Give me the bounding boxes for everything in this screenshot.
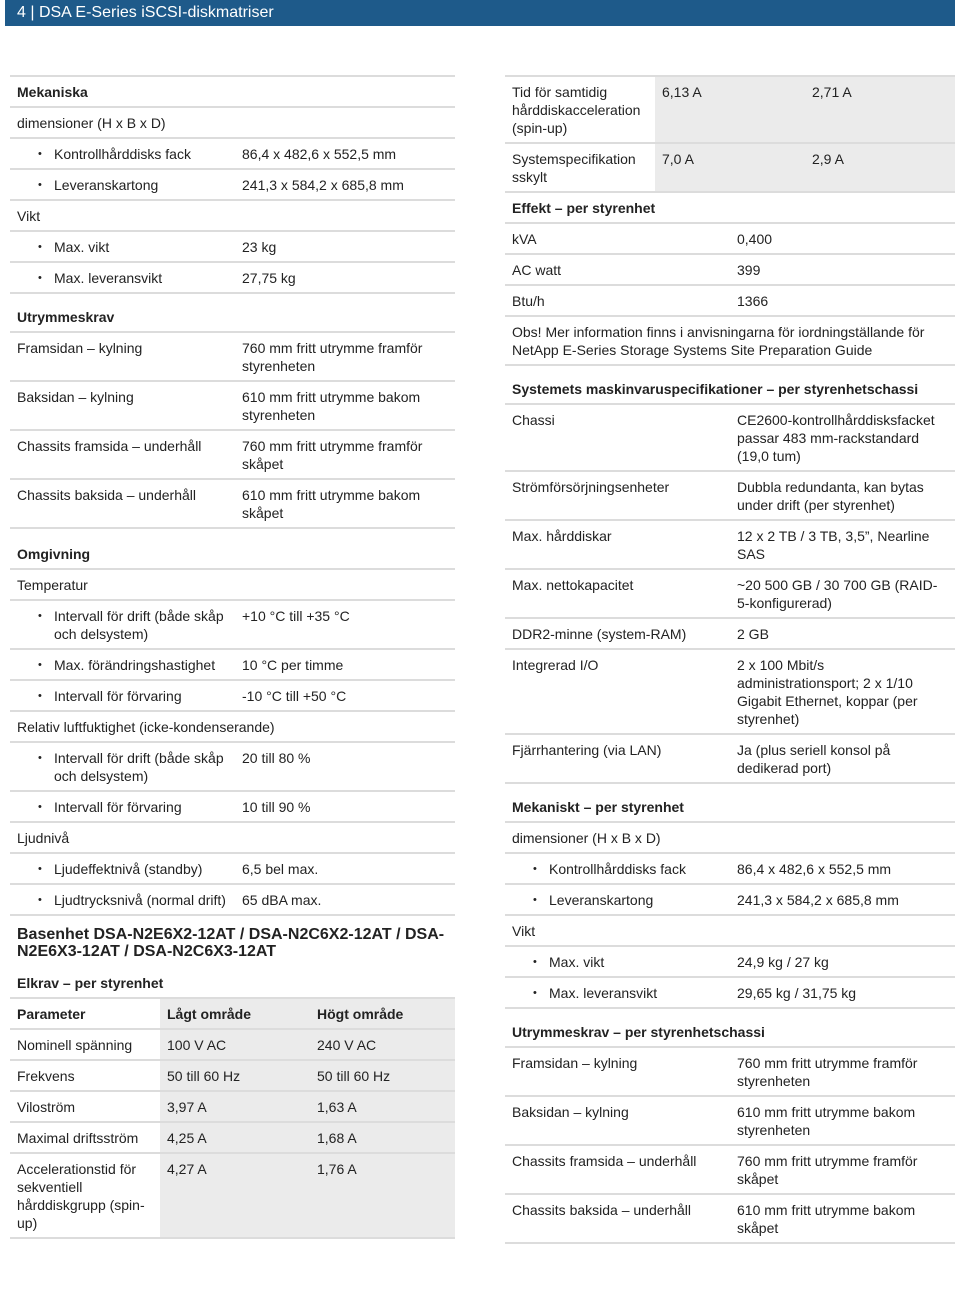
table-row xyxy=(505,255,955,286)
row-label: Chassits framsida – underhåll xyxy=(17,438,202,454)
row-value: CE2600-kontrollhårddisksfacket passar 483 mm-rackstandard (19,0 tum) xyxy=(737,412,935,464)
label-row xyxy=(10,570,455,601)
note-row xyxy=(505,317,955,366)
row-label: Chassits framsida – underhåll xyxy=(512,1153,697,1169)
label-row xyxy=(505,823,955,854)
row-label: Ljudnivå xyxy=(17,830,70,846)
row-value: ~20 500 GB / 30 700 GB (RAID-5-konfigurerad) xyxy=(737,577,938,611)
row-label: Systemspecifikation sskylt xyxy=(512,151,636,185)
row-label: • Max. vikt xyxy=(505,947,730,976)
row-label: • Max. förändringshastighet xyxy=(10,650,235,679)
row-value: 50 till 60 Hz xyxy=(310,1061,455,1090)
row-label: Max. nettokapacitet xyxy=(512,577,634,593)
row-value: 6,5 bel max. xyxy=(242,861,319,877)
table-row xyxy=(505,521,955,570)
table-row xyxy=(505,885,955,916)
row-label: • Intervall för drift (både skåp och delsystem) xyxy=(10,743,235,790)
row-value: 2 x 100 Mbit/s administrationsport; 2 x 1/10 Gigabit Ethernet, koppar (per styrenhet) xyxy=(737,657,918,727)
row-label: kVA xyxy=(512,231,537,247)
table-row xyxy=(10,139,455,170)
table-row xyxy=(505,947,955,978)
row-value: 760 mm fritt utrymme framför skåpet xyxy=(737,1153,918,1187)
table-row xyxy=(505,854,955,885)
row-label: • Ljudeffektnivå (standby) xyxy=(10,854,235,883)
note-text: Obs! Mer information finns i anvisningarna för iordningställande för NetApp E-Series Storage Systems Site Preparation Guide xyxy=(512,324,925,358)
table-row xyxy=(10,232,455,263)
page-number: 4 xyxy=(17,4,26,21)
table-row xyxy=(505,224,955,255)
row-value: 65 dBA max. xyxy=(242,892,322,908)
table-row xyxy=(10,885,455,916)
row-value: 610 mm fritt utrymme bakom styrenheten xyxy=(737,1104,916,1138)
row-value: 610 mm fritt utrymme bakom styrenheten xyxy=(242,389,421,423)
row-value: 12 x 2 TB / 3 TB, 3,5”, Nearline SAS xyxy=(737,528,930,562)
table-row xyxy=(10,480,455,529)
row-label: • Intervall för drift (både skåp och delsystem) xyxy=(10,601,235,648)
table-row xyxy=(505,978,955,1009)
row-label: • Intervall för förvaring xyxy=(10,792,235,821)
table-row xyxy=(10,263,455,294)
table-row xyxy=(505,1195,955,1244)
row-value: 100 V AC xyxy=(160,1030,310,1059)
table-row xyxy=(10,1092,455,1123)
row-label: • Intervall för förvaring xyxy=(10,681,235,710)
row-label: Integrerad I/O xyxy=(512,657,599,673)
table-row xyxy=(10,650,455,681)
row-value: 2,71 A xyxy=(805,77,955,142)
row-value: 2 GB xyxy=(737,626,769,642)
section-title: Mekaniskt – per styrenhet xyxy=(512,799,684,815)
row-value: Ja (plus seriell konsol på dedikerad port) xyxy=(737,742,891,776)
row-value: 1366 xyxy=(737,293,769,309)
table-row xyxy=(505,286,955,317)
table-row xyxy=(505,1048,955,1097)
row-label: Relativ luftfuktighet (icke-kondenserande) xyxy=(17,719,275,735)
row-label: Strömförsörjningsenheter xyxy=(512,479,670,495)
section-title: Utrymmeskrav – per styrenhetschassi xyxy=(512,1024,765,1040)
row-label: Accelerationstid för sekventiell hårddiskgrupp (spin-up) xyxy=(17,1161,145,1231)
section-title: Elkrav – per styrenhet xyxy=(17,975,164,991)
row-value: 86,4 x 482,6 x 552,5 mm xyxy=(242,146,397,162)
table-row xyxy=(10,681,455,712)
row-label: • Kontrollhårddisks fack xyxy=(505,854,730,883)
row-value: 86,4 x 482,6 x 552,5 mm xyxy=(737,861,892,877)
row-value: 1,68 A xyxy=(310,1123,455,1152)
row-label: Fjärrhantering (via LAN) xyxy=(512,742,662,758)
section-row xyxy=(505,366,955,405)
row-label: • Kontrollhårddisks fack xyxy=(10,139,235,168)
row-value: 10 till 90 % xyxy=(242,799,311,815)
table-row xyxy=(10,1061,455,1092)
section-row xyxy=(505,784,955,823)
row-value: 3,97 A xyxy=(160,1092,310,1121)
row-value: 24,9 kg / 27 kg xyxy=(737,954,829,970)
table-row xyxy=(505,570,955,619)
section-row xyxy=(10,964,455,999)
row-value: 760 mm fritt utrymme framför styrenheten xyxy=(242,340,423,374)
label-row xyxy=(10,108,455,139)
section-row xyxy=(505,1009,955,1048)
row-label: Chassits baksida – underhåll xyxy=(512,1202,691,1218)
section-title: Utrymmeskrav xyxy=(17,309,115,325)
table-row xyxy=(505,1146,955,1195)
table-row xyxy=(10,170,455,201)
row-value: 1,63 A xyxy=(310,1092,455,1121)
table-row xyxy=(505,77,955,144)
row-value: 0,400 xyxy=(737,231,773,247)
row-label: Baksidan – kylning xyxy=(512,1104,629,1120)
row-value: 241,3 x 584,2 x 685,8 mm xyxy=(737,892,899,908)
section-title: Effekt – per styrenhet xyxy=(512,200,656,216)
label-row xyxy=(10,712,455,743)
row-value: +10 °C till +35 °C xyxy=(242,608,350,624)
row-value: 760 mm fritt utrymme framför skåpet xyxy=(242,438,423,472)
section-row xyxy=(10,294,455,333)
table-row xyxy=(505,735,955,784)
row-value: 29,65 kg / 31,75 kg xyxy=(737,985,857,1001)
row-label: • Max. leveransvikt xyxy=(505,978,730,1007)
base-unit-title: Basenhet DSA-N2E6X2-12AT / DSA-N2C6X2-12AT / DSA-N2E6X3-12AT / DSA-N2C6X3-12AT xyxy=(17,926,445,960)
row-label: • Leveranskartong xyxy=(10,170,235,199)
table-row xyxy=(10,1123,455,1154)
table-row xyxy=(10,1030,455,1061)
row-label: Chassits baksida – underhåll xyxy=(17,487,196,503)
row-label: Frekvens xyxy=(17,1068,75,1084)
row-label: Baksidan – kylning xyxy=(17,389,134,405)
table-row xyxy=(505,650,955,735)
row-label: Vikt xyxy=(17,208,41,224)
row-label: Btu/h xyxy=(512,293,545,309)
right-column xyxy=(505,75,955,1244)
label-row xyxy=(505,916,955,947)
row-value: 610 mm fritt utrymme bakom skåpet xyxy=(242,487,421,521)
row-value: 27,75 kg xyxy=(242,270,296,286)
row-label: • Max. vikt xyxy=(10,232,235,261)
page-header: 4 | DSA E-Series iSCSI-diskmatriser xyxy=(5,0,955,26)
row-value: 610 mm fritt utrymme bakom skåpet xyxy=(737,1202,916,1236)
row-label: AC watt xyxy=(512,262,562,278)
table-row xyxy=(10,854,455,885)
label-row xyxy=(10,201,455,232)
row-label: • Ljudtrycksnivå (normal drift) xyxy=(10,885,235,914)
row-value: 240 V AC xyxy=(310,1030,455,1059)
row-value: 50 till 60 Hz xyxy=(160,1061,310,1090)
row-label: dimensioner (H x B x D) xyxy=(17,115,166,131)
row-label: Framsidan – kylning xyxy=(512,1055,638,1071)
table-row xyxy=(505,472,955,521)
column-header: Parameter xyxy=(17,1006,86,1022)
section-row xyxy=(10,529,455,570)
row-value: 4,27 A xyxy=(160,1154,310,1237)
table-row xyxy=(10,1154,455,1239)
row-value: 23 kg xyxy=(242,239,277,255)
row-label: Chassi xyxy=(512,412,555,428)
row-label: Viloström xyxy=(17,1099,76,1115)
section-row xyxy=(10,77,455,108)
row-value: 7,0 A xyxy=(655,144,805,191)
row-value: 760 mm fritt utrymme framför styrenheten xyxy=(737,1055,918,1089)
row-label: • Max. leveransvikt xyxy=(10,263,235,292)
section-row xyxy=(505,193,955,224)
row-label: Temperatur xyxy=(17,577,88,593)
row-value: 10 °C per timme xyxy=(242,657,344,673)
row-label: Tid för samtidig hårddiskacceleration (spin-up) xyxy=(512,84,641,136)
section-title: Omgivning xyxy=(17,546,91,562)
label-row xyxy=(10,823,455,854)
column-header: Lågt område xyxy=(160,999,310,1028)
table-header-row xyxy=(10,999,455,1030)
table-row xyxy=(10,601,455,650)
row-label: DDR2-minne (system-RAM) xyxy=(512,626,687,642)
row-label: Maximal driftsström xyxy=(17,1130,139,1146)
table-row xyxy=(505,405,955,472)
column-header: Högt område xyxy=(310,999,455,1028)
table-row xyxy=(505,144,955,193)
row-value: 2,9 A xyxy=(805,144,955,191)
row-label: dimensioner (H x B x D) xyxy=(512,830,661,846)
row-value: 1,76 A xyxy=(310,1154,455,1237)
row-value: 20 till 80 % xyxy=(242,750,311,766)
section-title: Mekaniska xyxy=(17,84,88,100)
row-value: 241,3 x 584,2 x 685,8 mm xyxy=(242,177,404,193)
section-title: Systemets maskinvaruspecifikationer – per styrenhetschassi xyxy=(512,381,919,397)
table-row xyxy=(10,333,455,382)
row-label: Framsidan – kylning xyxy=(17,340,143,356)
row-value: Dubbla redundanta, kan bytas under drift (per styrenhet) xyxy=(737,479,924,513)
left-column xyxy=(10,75,455,1239)
row-label: • Leveranskartong xyxy=(505,885,730,914)
row-value: 4,25 A xyxy=(160,1123,310,1152)
row-value: -10 °C till +50 °C xyxy=(242,688,347,704)
table-row xyxy=(10,431,455,480)
row-value: 399 xyxy=(737,262,761,278)
table-row xyxy=(10,743,455,792)
table-row xyxy=(505,619,955,650)
row-value: 6,13 A xyxy=(655,77,805,142)
table-row xyxy=(505,1097,955,1146)
row-label: Vikt xyxy=(512,923,536,939)
table-row xyxy=(10,792,455,823)
page-title: DSA E-Series iSCSI-diskmatriser xyxy=(38,4,274,21)
row-label: Nominell spänning xyxy=(17,1037,133,1053)
row-label: Max. hårddiskar xyxy=(512,528,612,544)
table-row xyxy=(10,382,455,431)
